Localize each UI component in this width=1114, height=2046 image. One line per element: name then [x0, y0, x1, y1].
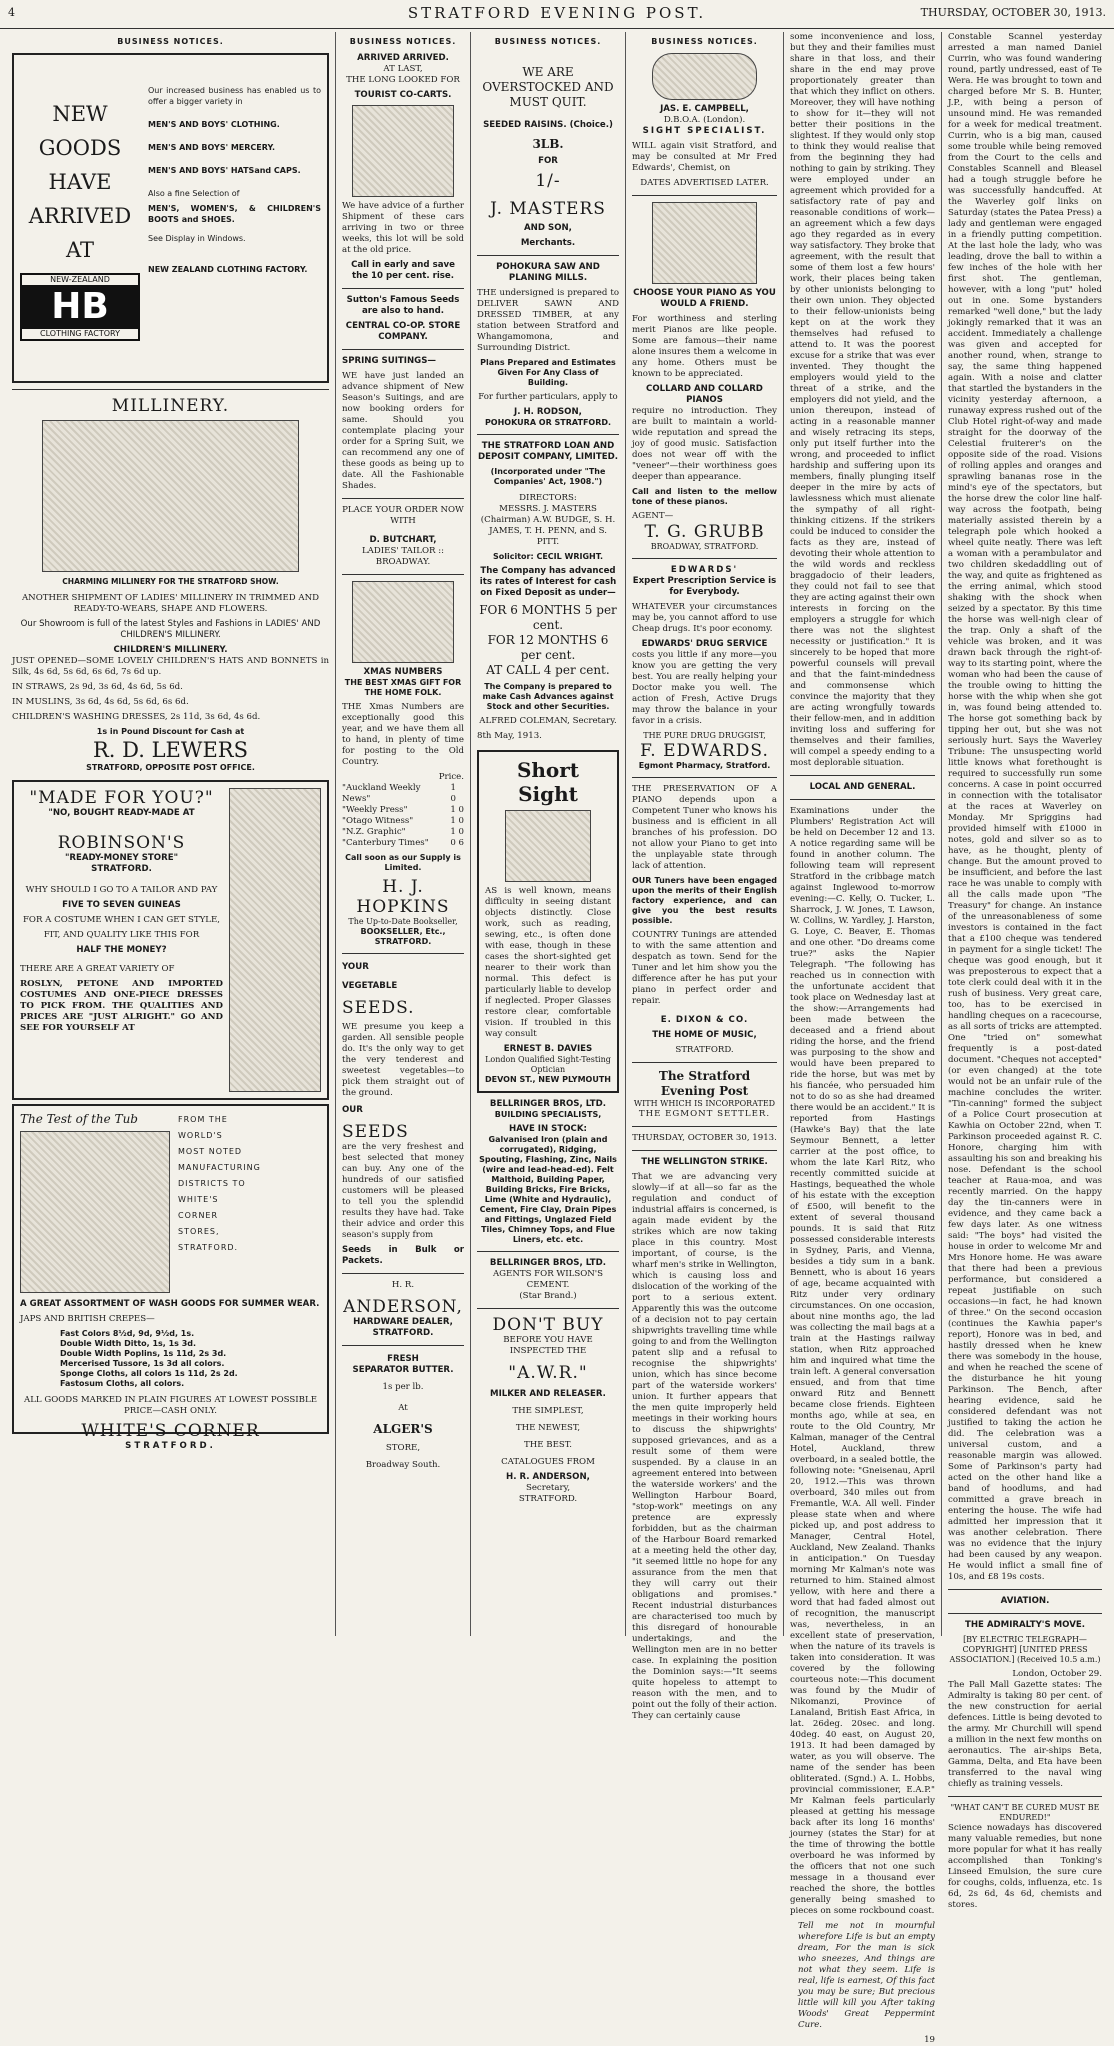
pohokura-body: THE undersigned is prepared to DELIVER SAWN AND DRESSED TIMBER, at any station between Stratford and Whangamomona, and Surrounding District.	[477, 288, 619, 353]
whites-from-1: FROM THE	[178, 1115, 228, 1124]
raisins-qty: 3LB.	[532, 137, 564, 151]
local-general-title: LOCAL AND GENERAL.	[809, 782, 916, 792]
raisins-for: FOR	[538, 156, 558, 166]
paper-row	[342, 816, 464, 827]
column-3	[471, 32, 626, 1636]
campbell-dboa: D.B.O.A. (London).	[663, 115, 746, 125]
xmas-papers-list	[342, 783, 464, 849]
place-order: PLACE YOUR ORDER NOW WITH	[342, 505, 464, 526]
divider	[632, 1062, 777, 1063]
directors-label: DIRECTORS:	[519, 493, 577, 503]
hopkins-sub: The Up-to-Date Bookseller,	[348, 917, 458, 926]
edwards-title: EDWARDS'	[670, 565, 739, 575]
divider	[790, 775, 935, 776]
whites-name: WHITE'S CORNER	[81, 1421, 260, 1441]
anderson-initials: H. R.	[391, 1280, 415, 1290]
seeds2-label: SEEDS	[342, 1122, 409, 1142]
robinson-guineas: FIVE TO SEVEN GUINEAS	[62, 900, 181, 910]
loan-date: 8th May, 1913.	[477, 731, 542, 741]
whites-script-title: The Test of the Tub	[20, 1112, 138, 1126]
drug-service-title: EDWARDS' DRUG SERVICE	[641, 639, 768, 649]
millinery-illustration	[42, 420, 299, 572]
coleman-secretary: ALFRED COLEMAN, Secretary.	[479, 716, 617, 726]
hb-logo	[20, 273, 140, 341]
strike-title: THE WELLINGTON STRIKE.	[641, 1157, 768, 1167]
column-6	[942, 32, 1108, 1910]
whites-from-7: CORNER	[178, 1211, 219, 1220]
spring-suitings-body: WE have just landed an advance shipment of New Season's Suitings, and are now booking orders for same. Should you contemplate placing your order for a Spring Suit, we can recommend any one of these goods as being up to date. All the Fashionable Shades.	[342, 371, 464, 491]
co-cart-advice: We have advice of a further Shipment of these cars arriving in two or three weeks, this lot will be sold at the old price.	[342, 201, 464, 255]
ad-intro: Our increased business has enabled us to offer a bigger variety in	[148, 86, 321, 106]
rate-at-call: AT CALL 4 per cent.	[486, 663, 610, 677]
collard-call: Call and listen to the mellow tone of these pianos.	[632, 487, 777, 506]
paper-incorporated: WITH WHICH IS INCORPORATED	[633, 1099, 776, 1108]
whites-item: Fast Colors 8½d, 9d, 9½d, 1s.	[60, 1329, 195, 1338]
ad-also: Also a fine Selection of	[148, 189, 240, 198]
piano-illustration	[652, 202, 757, 284]
ad-see: See Display in Windows.	[148, 234, 246, 243]
butchart-tailor: LADIES' TAILOR :: BROADWAY.	[361, 546, 445, 567]
paper-row	[342, 783, 464, 805]
bellringer-title-2: BELLRINGER BROS, LTD.	[489, 1258, 607, 1268]
local-general-body: Examinations under the Plumbers' Registration Act will be held on December 12 and 13. A notice regarding same will be found in another column. The following team will represent Stratford in the cribbage match against Inglewood to-morrow evening:—C. Kelly, O. Tucker, L. Sharrock, J. W. Jones, T. Lawson, W. Collins, W. Yardley, J. Harston, G. Loye, C. Beaver, E. Thomas and one other. "Do dreams come true?" asks the Napier Telegraph. "The following has reached us in connection with the unfortunate accident that took place on Wednesday last at the show:—Arrangements had been made between the deceased and a friend about riding the horse, and the friend was purposing to the show and would have been prepared to ride the horse, but was met by his fiancée, who persuaded him not to do so as she had dreamed there would be an accident." It is reported from Hastings (Hawke's Bay) that the late Seymour Bennett, a letter carrier at the post office, to whom the late Karl Ritz, who recently committed suicide at Hastings, bequeathed the whole of his estate with the exception of £500, will benefit to the extent of several thousand pounds. It is said that Ritz possessed considerable interests in Sydney, Paris, and Vienna, besides a tidy sum in a bank. Bennett, who is about 16 years of age, became acquainted with Ritz under very ordinary circumstances. On one occasion, about nine months ago, the lad was collecting the mail bags at a train at the Hastings railway station, when Ritz approached him and inquired what time the train left. A general conversation ensued, and from that time onward Ritz and Bennett became close friends. Eighteen months ago, while at sea, en route to the Old Country, Mr Kalman, manager of the Central Hotel, Auckland, threw overboard, in a sealed bottle, the following note: "Gneisenau, April 20, 1912.—This was thrown overboard, 340 miles out from Fremantle, W.A. All well. Finder please state when and where picked up, and post address to Manager, Central Hotel, Auckland, New Zealand. Thanks in anticipation." On Tuesday morning Mr Kalman's note was returned to him. Stained almost yellow, with here and there a word that had faded almost out of recognition, the manuscript was, nevertheless, in an excellent state of preservation, when the nature of its travels is taken into consideration. It was covered by the following courteous note:—This document was found by the Mudir of Nikomanzi, Province of Lanaland, British East Africa, in lat. 26deg. 20sec. and long. 40deg. 40 east, on August 20, 1913. It had been damaged by water, as you will observe. The name of the sender has been obliterated. (Sgnd.) A. L. Hobbs, provincial commissioner, E.A.P." Mr Kalman feels particularly pleased at getting his message back after its long 16 months' journey (states the Star) for at the time of throwing the bottle overboard he was informed by the officers that not one such message in a thousand ever reached the shore, the bottles generally being smashed to pieces on some rockbound coast.	[790, 806, 935, 1916]
verse-number: 19	[924, 2035, 935, 2045]
masthead	[0, 0, 1114, 29]
paper-price: 1 0	[450, 805, 464, 815]
issue-date: THURSDAY, OCTOBER 30, 1913.	[920, 6, 1106, 19]
pure-drug: THE PURE DRUG DRUGGIST,	[643, 731, 766, 740]
telegraph-credit: [BY ELECTRIC TELEGRAPH—COPYRIGHT] [UNITED PRESS ASSOCIATION.] (Received 10.5 a.m.)	[949, 1635, 1101, 1664]
bellringer-title: BELLRINGER BROS, LTD.	[489, 1099, 607, 1109]
paper-price: 0 6	[450, 838, 464, 848]
best-gift: THE BEST XMAS GIFT FOR THE HOME FOLK.	[344, 678, 462, 697]
logo-top-text: NEW-ZEALAND	[22, 275, 138, 285]
robinson-fit: FIT, AND QUALITY LIKE THIS FOR	[43, 930, 200, 940]
f-edwards-name: F. EDWARDS.	[640, 741, 769, 761]
page-number: 4	[8, 6, 15, 19]
strike-continued: some inconvenience and loss, but they and their families must share in that loss, and their share in the end may prove proportionately greater than that which they inflict on others. Moreover, they will have nothing to show for it—they will not better their positions in the slightest. If they would only stop to think they would realise that from the beginning they had nothing to gain by striking. They were employed under an agreement which provided for a satisfactory rate of pay and reasonable conditions of work—an agreement which a few days ago they regarded as in every way satisfactory. They broke that agreement, with the result that some of them lost a few hours' work, their places being taken by other unionists belonging to their own union. They objected to their fellow-unionists being kept on at the work they themselves had refused to attend to. It was the poorest excuse for a strike that was ever invented. They thought the employers would yield to the threat of a strike, and the employers did not yield, and the union thereupon, instead of acting in a reasonable manner and wisely retracing its steps, only put itself further into the wrong, and proceeded to inflict hardship and suffering upon its members, finally plunging itself deeper in the mire by acts of lawlessness which must alienate the sympathy of all right-thinking citizens. If the strikers could be induced to consider the facts as they are, instead of devoting their whole attention to the wild words and reckless braggadocio of their leaders, they could not fail to see that they are acting against their own interests in forcing on the employers a struggle for which there was not the slightest necessity or justification." It is sincerely to be hoped that more powerful counsels will prevail and that the faint-mindedness and commonsense which convince the majority that they are acting wrongfully towards their fellow-men, and in addition inviting loss and suffering for themselves and their families, will compel a speedy ending to a most deplorable situation.	[790, 32, 935, 768]
paper-name: "N.Z. Graphic"	[342, 827, 406, 837]
millinery-dresses: CHILDREN'S WASHING DRESSES, 2s 11d, 3s 6d, 4s 6d.	[12, 712, 261, 722]
algers-address: Broadway South.	[365, 1460, 441, 1470]
collard-title: COLLARD AND COLLARD PIANOS	[646, 384, 763, 405]
loan-incorporated: (Incorporated under "The Companies' Act, 1908.")	[490, 467, 606, 486]
pohokura-plans: Plans Prepared and Estimates Given For Any Class of Building.	[480, 358, 616, 387]
paper-name: "Weekly Press"	[342, 805, 408, 815]
piano-preservation: THE PRESERVATION OF A PIANO depends upon a Competent Tuner who knows his business and is efficient in all branches of his profession. DO not allow your Piano to get into the unplayable state through lack of attention.	[632, 784, 777, 871]
divider	[477, 1308, 619, 1309]
hopkins-name: H. J. HOPKINS	[356, 877, 450, 917]
dixon-name: E. DIXON & CO.	[660, 1015, 749, 1025]
davies-name: ERNEST B. DAVIES	[503, 1044, 593, 1054]
divider	[632, 1150, 777, 1151]
vegetable-label: VEGETABLE	[342, 981, 398, 991]
long-looked: THE LONG LOOKED FOR	[346, 75, 460, 85]
logo-bottom-text: CLOTHING FACTORY	[22, 329, 138, 339]
central-coop: CENTRAL CO-OP. STORE COMPANY.	[345, 321, 461, 342]
ad-line-2: MEN'S AND BOYS' MERCERY.	[148, 143, 275, 152]
divider	[342, 953, 464, 954]
admiralty-title: THE ADMIRALTY'S MOVE.	[964, 1620, 1086, 1630]
cured-body: Science nowadays has discovered many valuable remedies, but none more popular for what it has really accomplished than Tonking's Linseed Emulsion, the sure cure for coughs, colds, influenza, etc. 1s 6d, 2s 6d, 4s 6d, chemists and stores.	[948, 1823, 1102, 1910]
millinery-title: MILLINERY.	[111, 396, 230, 416]
paper-name: The Stratford Evening Post	[658, 1069, 751, 1098]
paper-price: 1 0	[450, 783, 456, 804]
robinson-name: ROBINSON'S	[57, 833, 186, 853]
column-5	[784, 32, 942, 2045]
masters-name: J. MASTERS	[490, 199, 606, 219]
paper-price: 1 0	[450, 827, 464, 837]
column-4	[626, 32, 784, 1721]
butter-price: 1s per lb.	[382, 1382, 424, 1392]
business-notices-header: BUSINESS NOTICES.	[494, 37, 602, 46]
divider	[477, 434, 619, 435]
solicitor: Solicitor: CECIL WRIGHT.	[492, 552, 604, 561]
campbell-name: JAS. E. CAMPBELL,	[660, 104, 749, 114]
divider	[632, 558, 777, 559]
algers-name: ALGER'S	[373, 1422, 433, 1436]
aviation-body: The Pall Mall Gazette states: The Admiralty is taking 80 per cent. of the new construction for aerial defences. Little is being devoted to the army. Mr Churchill will spend a million in the next few months on aeronautics. The air-ships Beta, Gamma, Delta, and Eta have been transferred to the naval wing chiefly as training vessels.	[948, 1680, 1102, 1789]
butchart-name: D. BUTCHART,	[369, 535, 437, 545]
hr-anderson: H. R. ANDERSON,	[506, 1472, 590, 1482]
call-soon: Call soon as our Supply is Limited.	[345, 853, 461, 872]
robinson-costume: FOR A COSTUME WHEN I CAN GET STYLE,	[22, 915, 221, 925]
pohokura-further: For further particulars, apply to	[478, 392, 618, 402]
divider	[342, 349, 464, 350]
divider	[342, 1345, 464, 1346]
spring-suitings-title: SPRING SUITINGS—	[342, 356, 436, 366]
logo-mark: HB	[51, 286, 109, 327]
ad-also-items: MEN'S, WOMEN'S, & CHILDREN'S BOOTS and SHOES.	[148, 204, 321, 224]
robinson-figure-illustration	[229, 788, 321, 1092]
short-sight-title: Short Sight	[516, 758, 580, 806]
paper-name: "Otago Witness"	[342, 816, 414, 826]
piano-country: COUNTRY Tunings are attended to with the same attention and despatch as town. Send for the Tuner and let him show you the difference after he has put your piano in perfect order and repair.	[632, 930, 777, 1006]
dixon-town: STRATFORD.	[675, 1045, 734, 1055]
divider	[342, 498, 464, 499]
price-label: Price.	[438, 772, 464, 782]
hr-anderson-town: STRATFORD.	[518, 1494, 578, 1504]
lewers-address: STRATFORD, OPPOSITE POST OFFICE.	[86, 763, 255, 772]
edwards-expert: Expert Prescription Service is for Everybody.	[632, 576, 777, 597]
divider	[948, 1589, 1102, 1590]
millinery-showroom: Our Showroom is full of the latest Styles and Fashions in LADIES' AND CHILDREN'S MILLINERY.	[20, 619, 321, 640]
fresh-label: FRESH	[387, 1354, 419, 1364]
divider	[948, 1796, 1102, 1797]
robinson-costumes: ROSLYN, PETONE AND IMPORTED COSTUMES AND ONE-PIECE DRESSES TO PICK FROM. THE QUALITIES AND PRICES ARE "JUST ALRIGHT." GO AND SEE FOR YOURSELF AT	[20, 979, 223, 1033]
ad-line-1: MEN'S AND BOYS' CLOTHING.	[148, 120, 280, 129]
aviation-title: AVIATION.	[1000, 1596, 1050, 1606]
davies-address: DEVON ST., NEW PLYMOUTH	[485, 1075, 611, 1084]
dateline: London, October 29.	[1012, 1669, 1102, 1679]
optician-illustration	[505, 810, 591, 882]
dixon-music: THE HOME OF MUSIC,	[652, 1030, 757, 1040]
at-last: AT LAST,	[383, 64, 423, 74]
anderson-sub: HARDWARE DEALER, STRATFORD.	[353, 1317, 453, 1338]
millinery-shipment: ANOTHER SHIPMENT OF LADIES' MILLINERY IN TRIMMED AND READY-TO-WEARS, SHAPE AND FLOWERS.	[21, 593, 320, 614]
wash-tub-illustration	[20, 1131, 170, 1293]
childrens-millinery-title: CHILDREN'S MILLINERY.	[113, 645, 228, 655]
spectacles-illustration	[652, 53, 757, 100]
millinery-muslins: IN MUSLINS, 3s 6d, 4s 6d, 5s 6d, 6s 6d.	[12, 697, 189, 707]
lewers-name: R. D. LEWERS	[93, 738, 248, 762]
separator-butter: SEPARATOR BUTTER.	[352, 1365, 454, 1375]
xmas-illustration	[352, 581, 454, 663]
newspaper-title: STRATFORD EVENING POST.	[407, 4, 707, 22]
egmont-pharmacy: Egmont Pharmacy, Stratford.	[638, 761, 771, 770]
strike-body: That we are advancing very slowly—if at all—so far as the regulation and conduct of industrial affairs is concerned, is again made evident by the strikes which are now taking place in this country. Most important, of course, is the wharf men's strike in Wellington, which is causing loss and dislocation of the working of the port to a serious extent. Apparently this was the outcome of a decision not to pay certain shipwrights travelling time while going to and from the Wellington patent slip and a refusal to recognise the shipwrights' union, which has since become part of the waterside workers' union. It further appears that the men quite improperly held meetings in their working hours to discuss the shipwrights' supposed grievances, and as a result some of them were suspended. By a clause in an agreement entered into between the waterside workers' and the Wellington Harbour Board, "stop-work" meetings on any pretence are expressly forbidden, but as the chairman of the Harbour Board remarked at a meeting held the other day, "it seemed little no hope for any assurance from the men that they will carry out their obligations and promises." Recent industrial disturbances are characterised too much by this disregard of honourable undertakings, and the Wellington men are in no better case. In explaining the position the Dominion says:—"It seems quite hopeless to attempt to reason with the men, and to point out the folly of their action. They can certainly cause	[632, 1172, 777, 1721]
pohokura-title: POHOKURA SAW AND PLANING MILLS.	[496, 262, 600, 283]
davies-sub: London Qualified Sight-Testing Optician	[485, 1055, 611, 1074]
short-sight-ad	[477, 750, 619, 1093]
hopkins-address: BOOKSELLER, Etc., STRATFORD.	[360, 927, 446, 946]
seeds-label: SEEDS.	[342, 998, 415, 1018]
xmas-body: THE Xmas Numbers are exceptionally good this year, and we have them all to hand, in plenty of time for posting to the Old Country.	[342, 702, 464, 767]
ad-headline-3: HAVE	[48, 170, 112, 194]
paper-name: "Canterbury Times"	[342, 838, 429, 848]
our-label: OUR	[342, 1105, 363, 1115]
rodson-name: J. H. RODSON,	[514, 407, 582, 417]
paper-settler: THE EGMONT SETTLER.	[638, 1109, 771, 1119]
whites-item: Mercerised Tussore, 1s 3d all colors.	[60, 1359, 225, 1368]
directors-list: MESSRS. J. MASTERS (Chairman) A.W. BUDGE, S. H. JAMES, T. H. PENN, and S. PITT.	[480, 504, 616, 547]
column-2	[336, 32, 471, 1636]
arrived-heading: ARRIVED ARRIVED.	[357, 53, 449, 63]
whites-from-6: WHITE'S	[178, 1195, 219, 1204]
campbell-dates: DATES ADVERTISED LATER.	[640, 178, 769, 188]
bellringer-building: BUILDING SPECIALISTS,	[494, 1110, 602, 1119]
overstocked: WE ARE OVERSTOCKED AND MUST QUIT.	[482, 65, 614, 109]
millinery-straws: IN STRAWS, 2s 9d, 3s 6d, 4s 6d, 5s 6d.	[12, 682, 183, 692]
seeds2-body: are the very freshest and best selected that money can buy. Any one of the hundreds of our satisfied customers will be pleased to tell you the splendid results they have had. Take their advice and order this season's supply from	[342, 1142, 464, 1240]
paper-row	[342, 827, 464, 838]
call-early: Call in early and save the 10 per cent. rise.	[351, 260, 455, 281]
simplest: THE SIMPLEST,	[512, 1406, 584, 1416]
your-label: YOUR	[342, 962, 369, 972]
divider	[477, 1251, 619, 1252]
masters-and-son: AND SON,	[524, 223, 572, 233]
robinson-store: "READY-MONEY STORE"	[64, 853, 179, 863]
divider	[632, 195, 777, 196]
divider	[342, 574, 464, 575]
robinson-half: HALF THE MONEY?	[76, 945, 167, 955]
collard-body: require no introduction. They are built to maintain a world-wide reputation and spread the joy of good music. Satisfaction does not wear off with the "veneer"—their worthiness goes deeper than appearance.	[632, 406, 777, 482]
campbell-body: WILL again visit Stratford, and may be consulted at Mr Fred Edwards', Chemist, on	[632, 141, 777, 173]
robinson-why: WHY SHOULD I GO TO A TAILOR AND PAY	[25, 885, 218, 895]
pram-illustration	[352, 105, 454, 197]
local-continued: Constable Scannel yesterday arrested a man named Daniel Currin, who was found wandering round, partly undressed, east of Te Wera. He was brought to town and charged before Mr S. B. Hunter, J.P., with being a person of unsound mind. He was remanded for a week for medical treatment. Currin, who is a big man, caused some trouble while being removed from the Court to the cells and Constables Scannell and Bleasel had a tough struggle before he was successfully handcuffed. At the Waverley golf links on Saturday (states the Patea Press) a lady and gentleman were engaged in a friendly putting competition. At the last hole the lady, who was leading, drove the ball to within a few inches of the hole with her first shot. The gentleman, however, with a long "put" holed out in one. Some bystanders remarked "well done," but the lady jokingly remarked that it was an accident. Immediately a challenge was given and accepted for another round, when, strange to say, the same thing happened again. With a noise and clatter that startled the bystanders in the vicinity yesterday afternoon, a runaway express rushed out of the Club Hotel right-of-way and made straight for the doorway of the Celestial fruiterer's on the opposite side of the road. Visions of rolling apples and oranges and sprawling bananas rose in the mind's eye of the spectators, but the horse drew the color line half-way across the footpath, being materially assisted therein by a telegraph pole which hooked a wheel quite neatly. There was left a woman with a perambulator and two children skedaddling out of the way, and quite as frightened as the erring animal, which stood shaking with the shock when seized by a spectator. By this time the horse was well-nigh clear of the trap. Only a shaft of the vehicle was broken, and it was drawn back through the right-of-way to its starting point, where the woman who had been the cause of the trouble owing to hitting the horse with the whip when she got in, was found being attended to. The horse got something back by tipping her out, but she was not seriously hurt. Says the Waverley Tribune: The unsuspecting world little knows what forethought is required to successfully run some concerns. A case in point occurred in connection with the totalisator at the races at Waverley on Monday. Mr Spriggins had provided himself with £1000 in notes, gold and silver so as to have, as he thought, plenty of change. But the amount proved to be insufficient, and before the last race he was unable to comply with all the calls made upon "The Treasury" for change. An instance of the unreasonableness of some investors is contained in the fact that a £100 cheque was tendered in payment for a single ticket! The cheque was good enough, but it was preposterous to expect that a tote clerk could deal with it in the rush of business. Very great care, too, has to be exercised in handling cheques on a racecourse, as all sorts of tricks are attempted. One "tried on" somewhat frequently is a post-dated document. "Cheques not accepted" (or even changed) at the tote would not be an unfair rule of the machine concludes the writer. "Tin-canning" formed the subject of a Police Court prosecution at Kawhia on October 22nd, when T. Parkinson proceeded against R. C. Honore, charging him with assaulting his son and breaking his nose. Defendant is the school teacher at Raua-moa, and was recently married. On the happy day the tin-canners were in evidence, and they came back a few days later. As one witness said: "The boys" had visited the house in order to welcome Mr and Mrs Honore home. He was aware that there had been a previous performance, but considered a repeat justifiable on such occasions—in fact, he had known of three." On the second occasion (continues the Kawhia paper's report), Honore was in bed, and hastily dressed when he knew there was somebody in the house, and when he reached the scene of the disturbance he hit young Parkinson. The Bench, after hearing evidence, said he considered defendant was not justified to taking the action he did. The celebration was a universal custom, and a reasonable margin was allowed. Some of Parkinson's party had acted on the other hand like a band of hoodlums, and had committed a grave breach in entering the house. The wife had admitted her impression that it was another celebration. There was no evidence that the injury had been caused by any weapon. He would inflict a small fine of 10s, and £8 19s costs.	[948, 32, 1102, 1582]
agent-label: AGENT—	[632, 511, 674, 521]
robinson-sub: "NO, BOUGHT READY-MADE AT	[48, 808, 195, 818]
whites-japs: JAPS AND BRITISH CREPES—	[20, 1314, 155, 1324]
millinery-ad	[12, 396, 329, 776]
whites-from-3: MOST NOTED	[178, 1147, 243, 1156]
whites-assortment: A GREAT ASSORTMENT OF WASH GOODS FOR SUMMER WEAR.	[20, 1299, 320, 1309]
piano-tuners: OUR Tuners have been engaged upon the merits of their English factory experience, and can give you the best results possible.	[632, 876, 777, 925]
robinson-ad	[12, 780, 329, 1100]
ad-headline-4: ARRIVED	[28, 204, 132, 228]
business-notices-header: BUSINESS NOTICES.	[651, 37, 758, 46]
whites-item: Fastosum Cloths, all colors.	[60, 1379, 185, 1388]
divider	[632, 777, 777, 778]
algers-store: STORE,	[385, 1443, 421, 1453]
divider	[342, 288, 464, 289]
at-label: At	[398, 1403, 408, 1413]
ad-line-3: MEN'S AND BOYS' HATSand CAPS.	[148, 166, 301, 175]
divider	[12, 389, 329, 390]
whites-from-2: WORLD'S	[178, 1131, 223, 1140]
ad-headline-5: AT	[65, 238, 95, 262]
xmas-numbers-title: XMAS NUMBERS	[363, 667, 443, 677]
nz-clothing-ad	[12, 53, 329, 383]
column-1	[6, 32, 336, 1636]
tourist-co-carts: TOURIST CO-CARTS.	[354, 90, 452, 100]
verse: Tell me not in mournful wherefore Life is but an empty dream, For the man is sick who sneezes, And things are not what they seem. Life is real, life is earnest, Of this fact you may be sure; But precious little will kill you After taking Woods' Great Peppermint Cure.	[798, 1921, 935, 2030]
dont-buy: DON'T BUY	[492, 1315, 604, 1335]
masters-merchants: Merchants.	[520, 238, 576, 248]
drug-service-body: costs you little if any more—you know you are getting the very best. You are really helping your Doctor make you well. The action of Fresh, Active Drugs may throw the balance in your favor in a crisis.	[632, 650, 777, 726]
divider	[790, 799, 935, 800]
milker-releaser: MILKER AND RELEASER.	[490, 1389, 606, 1399]
bellringer-agents: AGENTS FOR WILSON'S CEMENT.	[492, 1269, 604, 1290]
grubb-name: T. G. GRUBB	[644, 522, 765, 542]
piano-title: CHOOSE YOUR PIANO AS YOU WOULD A FRIEND.	[633, 288, 776, 309]
anderson-name: ANDERSON,	[343, 1297, 463, 1317]
piano-body: For worthiness and sterling merit Pianos are like people. Some are famous—their name alone insures them a welcome in any home. Others must be known to be appreciated.	[632, 314, 777, 379]
inspected-the: INSPECTED THE	[509, 1346, 587, 1356]
bellringer-star: (Star Brand.)	[519, 1291, 577, 1301]
rodson-address: POHOKURA OR STRATFORD.	[484, 418, 612, 427]
whites-ad	[12, 1104, 329, 1451]
ad-headline-2: GOODS	[38, 136, 122, 160]
cured-title: "WHAT CAN'T BE CURED MUST BE ENDURED!"	[950, 1803, 1100, 1822]
whites-marked: ALL GOODS MARKED IN PLAIN FIGURES AT LOWEST POSSIBLE PRICE—CASH ONLY.	[24, 1395, 317, 1416]
ad-headline-1: NEW	[52, 102, 108, 126]
whites-town: STRATFORD.	[125, 1441, 216, 1451]
business-notices-header: BUSINESS NOTICES.	[117, 37, 224, 46]
rate-6-months: FOR 6 MONTHS 5 per cent.	[479, 603, 617, 632]
divider	[342, 1273, 464, 1274]
edwards-body: WHATEVER your circumstances may be, you cannot afford to use Cheap drugs. It's poor economy.	[632, 602, 777, 634]
bellringer-stock: HAVE IN STOCK:	[509, 1124, 587, 1134]
whites-item: Double Width Ditto, 1s, 1s 3d.	[60, 1339, 197, 1348]
paper-price: 1 0	[450, 816, 464, 826]
before-you-have: BEFORE YOU HAVE	[503, 1335, 593, 1345]
seeded-raisins: SEEDED RAISINS. (Choice.)	[483, 120, 613, 130]
catalogues-from: CATALOGUES FROM	[501, 1457, 595, 1467]
cash-advances: The Company is prepared to make Cash Advances against Stock and other Securities.	[482, 682, 614, 711]
divider	[948, 1613, 1102, 1614]
paper-row	[342, 805, 464, 816]
whites-item: Sponge Cloths, all colors 1s 11d, 2s 2d.	[60, 1369, 238, 1378]
business-notices-header: BUSINESS NOTICES.	[349, 37, 457, 46]
interest-advanced: The Company has advanced its rates of Interest for cash on Fixed Deposit as under—	[479, 566, 617, 598]
robinson-town: STRATFORD.	[91, 864, 152, 874]
millinery-discount: 1s in Pound Discount for Cash at	[96, 727, 245, 736]
seeds-bulk: Seeds in Bulk or Packets.	[342, 1245, 464, 1266]
best: THE BEST.	[524, 1440, 572, 1450]
paper-row	[342, 838, 464, 849]
sight-specialist: SIGHT SPECIALIST.	[642, 126, 767, 136]
divider	[477, 255, 619, 256]
suttons-seeds: Sutton's Famous Seeds are also to hand.	[346, 295, 460, 316]
raisins-price: 1/-	[535, 171, 561, 191]
paper-name: "Auckland Weekly News"	[342, 783, 421, 804]
seeds-body: WE presume you keep a garden. All sensible people do. It's the only way to get the very tenderest and sweetest vegetables—to pick them straight out of the ground.	[342, 1022, 464, 1098]
whites-from-8: STORES,	[178, 1227, 220, 1236]
whites-from-9: STRATFORD.	[178, 1243, 239, 1252]
bellringer-stock-list: Galvanised Iron (plain and corrugated), Ridging, Spouting, Flashing, Zinc, Nails (wire and lead-head-ed). Felt Malthoid, Building Paper, Building Bricks, Fire Bricks, Lime (White and Hydraulic), Cement, Fire Clay, Drain Pipes and Fittings, Unglazed Field Tiles, Chimney Tops, and Flue Liners, etc. etc.	[479, 1135, 617, 1244]
whites-from-4: MANUFACTURING	[178, 1163, 261, 1172]
ad-footer: NEW ZEALAND CLOTHING FACTORY.	[148, 265, 308, 274]
robinson-variety: THERE ARE A GREAT VARIETY OF	[20, 964, 175, 974]
paper-date: THURSDAY, OCTOBER 30, 1913.	[632, 1133, 777, 1143]
loan-company-title: THE STRATFORD LOAN AND DEPOSIT COMPANY, LIMITED.	[478, 441, 618, 462]
millinery-caption: CHARMING MILLINERY FOR THE STRATFORD SHOW.	[62, 577, 279, 586]
robinson-headline: "MADE FOR YOU?"	[29, 788, 214, 808]
grubb-address: BROADWAY, STRATFORD.	[650, 542, 759, 551]
rate-12-months: FOR 12 MONTHS 6 per cent.	[487, 633, 609, 662]
awr-name: "A.W.R."	[508, 1363, 588, 1383]
short-sight-body: AS is well known, means difficulty in seeing distant objects distinctly. Close work, such as reading, sewing, etc., is often done with ease, though in these cases the short-sighted get nearer to their work than normal. This defect is particularly liable to develop if neglected. Proper Glasses restore clear, comfortable vision. If troubled in this way consult	[485, 886, 611, 1039]
divider	[632, 1126, 777, 1127]
hr-anderson-secretary: Secretary,	[525, 1483, 571, 1493]
whites-item: Double Width Poplins, 1s 11d, 2s 3d.	[60, 1349, 227, 1358]
whites-from-5: DISTRICTS TO	[178, 1179, 246, 1188]
millinery-just-opened: JUST OPENED—SOME LOVELY CHILDREN'S HATS AND BONNETS in Silk, 4s 6d, 5s 6d, 6s 6d, 7s 6d up.	[12, 656, 329, 677]
newest: THE NEWEST,	[515, 1423, 581, 1433]
